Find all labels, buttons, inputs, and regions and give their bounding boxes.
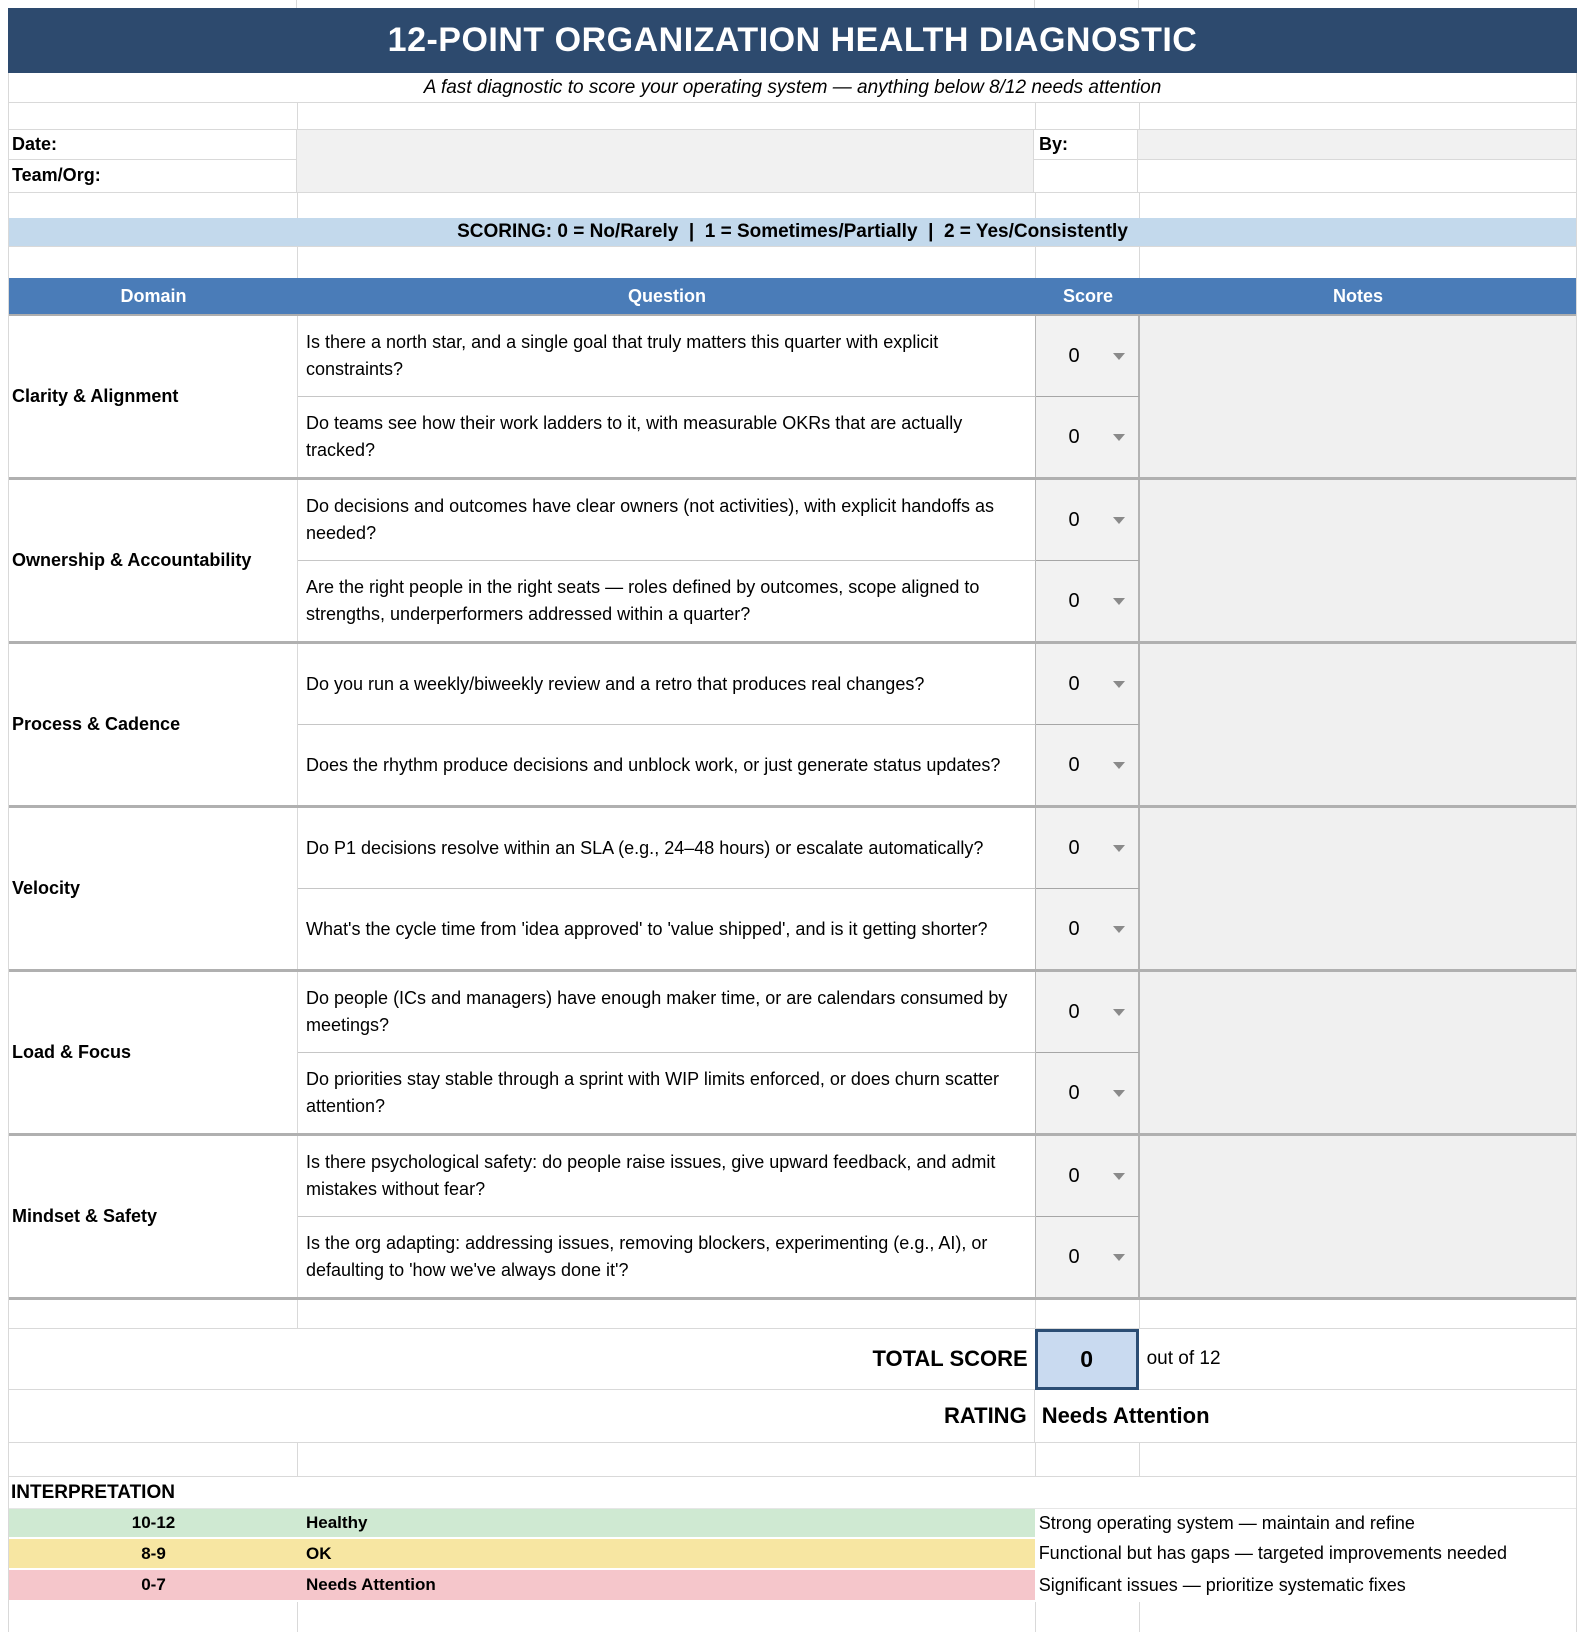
rating-label: RATING xyxy=(9,1390,1035,1442)
dropdown-caret-icon xyxy=(1113,1009,1125,1016)
question-cell: Does the rhythm produce decisions and unblock work, or just generate status updates? xyxy=(298,725,1036,805)
blank-row xyxy=(9,1300,1576,1329)
question-cell: Do people (ICs and managers) have enough maker time, or are calendars consumed by meetings? xyxy=(298,972,1036,1053)
interpretation-label: OK xyxy=(306,1543,332,1563)
domain-cell: Ownership & Accountability xyxy=(9,480,298,641)
score-dropdown[interactable]: 0 xyxy=(1036,1217,1140,1297)
notes-cell[interactable] xyxy=(1140,972,1576,1133)
dropdown-caret-icon xyxy=(1113,517,1125,524)
question-cell: Do teams see how their work ladders to it, with measurable OKRs that are actually tracked? xyxy=(298,397,1036,477)
domain-group-ownership-accountability xyxy=(9,480,1576,644)
blank-row xyxy=(9,1443,1576,1477)
dropdown-caret-icon xyxy=(1113,762,1125,769)
interpretation-label: Needs Attention xyxy=(306,1575,436,1594)
total-score-label: TOTAL SCORE xyxy=(9,1329,1035,1390)
dropdown-caret-icon xyxy=(1113,1173,1125,1180)
by-input[interactable] xyxy=(1138,130,1576,159)
score-dropdown[interactable]: 0 xyxy=(1036,889,1140,969)
total-score-row xyxy=(9,1329,1576,1390)
interpretation-label: Healthy xyxy=(306,1513,368,1532)
date-label: Date: xyxy=(9,130,296,160)
header-question: Question xyxy=(627,285,706,306)
question-cell: Do P1 decisions resolve within an SLA (e.g., 24–48 hours) or escalate automatically? xyxy=(298,808,1036,889)
subtitle-text: A fast diagnostic to score your operating system — anything below 8/12 needs attention xyxy=(423,76,1162,98)
team-org-label: Team/Org: xyxy=(12,165,101,186)
header-score: Score xyxy=(1062,285,1114,306)
scoring-legend-text: SCORING: 0 = No/Rarely | 1 = Sometimes/Partially | 2 = Yes/Consistently xyxy=(457,221,1128,242)
domain-cell: Velocity xyxy=(9,808,298,969)
interpretation-row-needs-attention xyxy=(9,1570,1576,1602)
rating-row xyxy=(9,1390,1576,1443)
domain-group-mindset-safety xyxy=(9,1136,1576,1300)
domain-group-load-focus xyxy=(9,972,1576,1136)
interpretation-description: Functional but has gaps — targeted improvements needed xyxy=(1035,1539,1576,1568)
dropdown-caret-icon xyxy=(1113,598,1125,605)
meta-block xyxy=(9,130,1576,193)
score-dropdown[interactable]: 0 xyxy=(1036,480,1140,561)
question-cell: Is there a north star, and a single goal that truly matters this quarter with explicit constraints? xyxy=(298,316,1036,397)
by-label: By: xyxy=(1034,130,1138,159)
interpretation-heading: INTERPRETATION xyxy=(9,1477,1576,1509)
blank-row xyxy=(9,1602,1576,1632)
page-title: 12-POINT ORGANIZATION HEALTH DIAGNOSTIC xyxy=(387,21,1198,59)
score-dropdown[interactable]: 0 xyxy=(1036,397,1140,477)
notes-cell[interactable] xyxy=(1140,808,1576,969)
interpretation-row-ok xyxy=(9,1539,1576,1570)
notes-cell[interactable] xyxy=(1140,1136,1576,1297)
domain-group-process-cadence xyxy=(9,644,1576,808)
domain-group-clarity-alignment xyxy=(9,316,1576,480)
dropdown-caret-icon xyxy=(1113,926,1125,933)
title-banner xyxy=(8,8,1577,73)
subtitle-row xyxy=(9,73,1576,103)
question-cell: Is there psychological safety: do people raise issues, give upward feedback, and admit mistakes without fear? xyxy=(298,1136,1036,1217)
notes-cell[interactable] xyxy=(1140,480,1576,641)
question-cell: Are the right people in the right seats — roles defined by outcomes, scope aligned to strengths, underperformers addressed within a quarter? xyxy=(298,561,1036,641)
domain-cell: Load & Focus xyxy=(9,972,298,1133)
score-dropdown[interactable]: 0 xyxy=(1036,808,1140,889)
dropdown-caret-icon xyxy=(1113,1254,1125,1261)
notes-cell[interactable] xyxy=(1140,316,1576,477)
question-cell: Do decisions and outcomes have clear owners (not activities), with explicit handoffs as needed? xyxy=(298,480,1036,561)
score-dropdown[interactable]: 0 xyxy=(1036,1136,1140,1217)
total-score-value: 0 xyxy=(1035,1329,1139,1390)
score-dropdown[interactable]: 0 xyxy=(1036,644,1140,725)
notes-cell[interactable] xyxy=(1140,644,1576,805)
header-notes: Notes xyxy=(1332,285,1383,306)
rating-value: Needs Attention xyxy=(1041,1403,1210,1428)
scoring-legend-banner xyxy=(9,218,1576,247)
dropdown-caret-icon xyxy=(1113,845,1125,852)
interpretation-range: 8-9 xyxy=(141,1543,166,1563)
score-dropdown[interactable]: 0 xyxy=(1036,972,1140,1053)
score-dropdown[interactable]: 0 xyxy=(1036,725,1140,805)
date-team-input[interactable] xyxy=(297,130,1034,192)
dropdown-caret-icon xyxy=(1113,681,1125,688)
interpretation-row-healthy xyxy=(9,1509,1576,1539)
interpretation-range: 10-12 xyxy=(131,1513,176,1532)
blank-row xyxy=(9,193,1576,218)
domain-cell: Mindset & Safety xyxy=(9,1136,298,1297)
blank-row xyxy=(9,103,1576,130)
score-dropdown[interactable]: 0 xyxy=(1036,1053,1140,1133)
score-dropdown[interactable]: 0 xyxy=(1036,316,1140,397)
top-margin-row xyxy=(8,0,1577,8)
interpretation-description: Strong operating system — maintain and refine xyxy=(1035,1509,1576,1537)
domain-cell: Clarity & Alignment xyxy=(9,316,298,477)
blank-row xyxy=(9,247,1576,278)
table-header-row xyxy=(9,278,1576,316)
dropdown-caret-icon xyxy=(1113,434,1125,441)
domain-group-velocity xyxy=(9,808,1576,972)
question-cell: Is the org adapting: addressing issues, removing blockers, experimenting (e.g., AI), or defaulting to 'how we've always done it'? xyxy=(298,1217,1036,1297)
dropdown-caret-icon xyxy=(1113,353,1125,360)
header-domain: Domain xyxy=(120,285,187,306)
dropdown-caret-icon xyxy=(1113,1090,1125,1097)
interpretation-range: 0-7 xyxy=(141,1575,166,1594)
interpretation-description: Significant issues — prioritize systematic fixes xyxy=(1035,1570,1576,1600)
total-score-suffix: out of 12 xyxy=(1139,1329,1576,1390)
question-cell: Do priorities stay stable through a sprint with WIP limits enforced, or does churn scatter attention? xyxy=(298,1053,1036,1133)
domain-cell: Process & Cadence xyxy=(9,644,298,805)
score-dropdown[interactable]: 0 xyxy=(1036,561,1140,641)
question-cell: Do you run a weekly/biweekly review and a retro that produces real changes? xyxy=(298,644,1036,725)
question-cell: What's the cycle time from 'idea approved' to 'value shipped', and is it getting shorter? xyxy=(298,889,1036,969)
